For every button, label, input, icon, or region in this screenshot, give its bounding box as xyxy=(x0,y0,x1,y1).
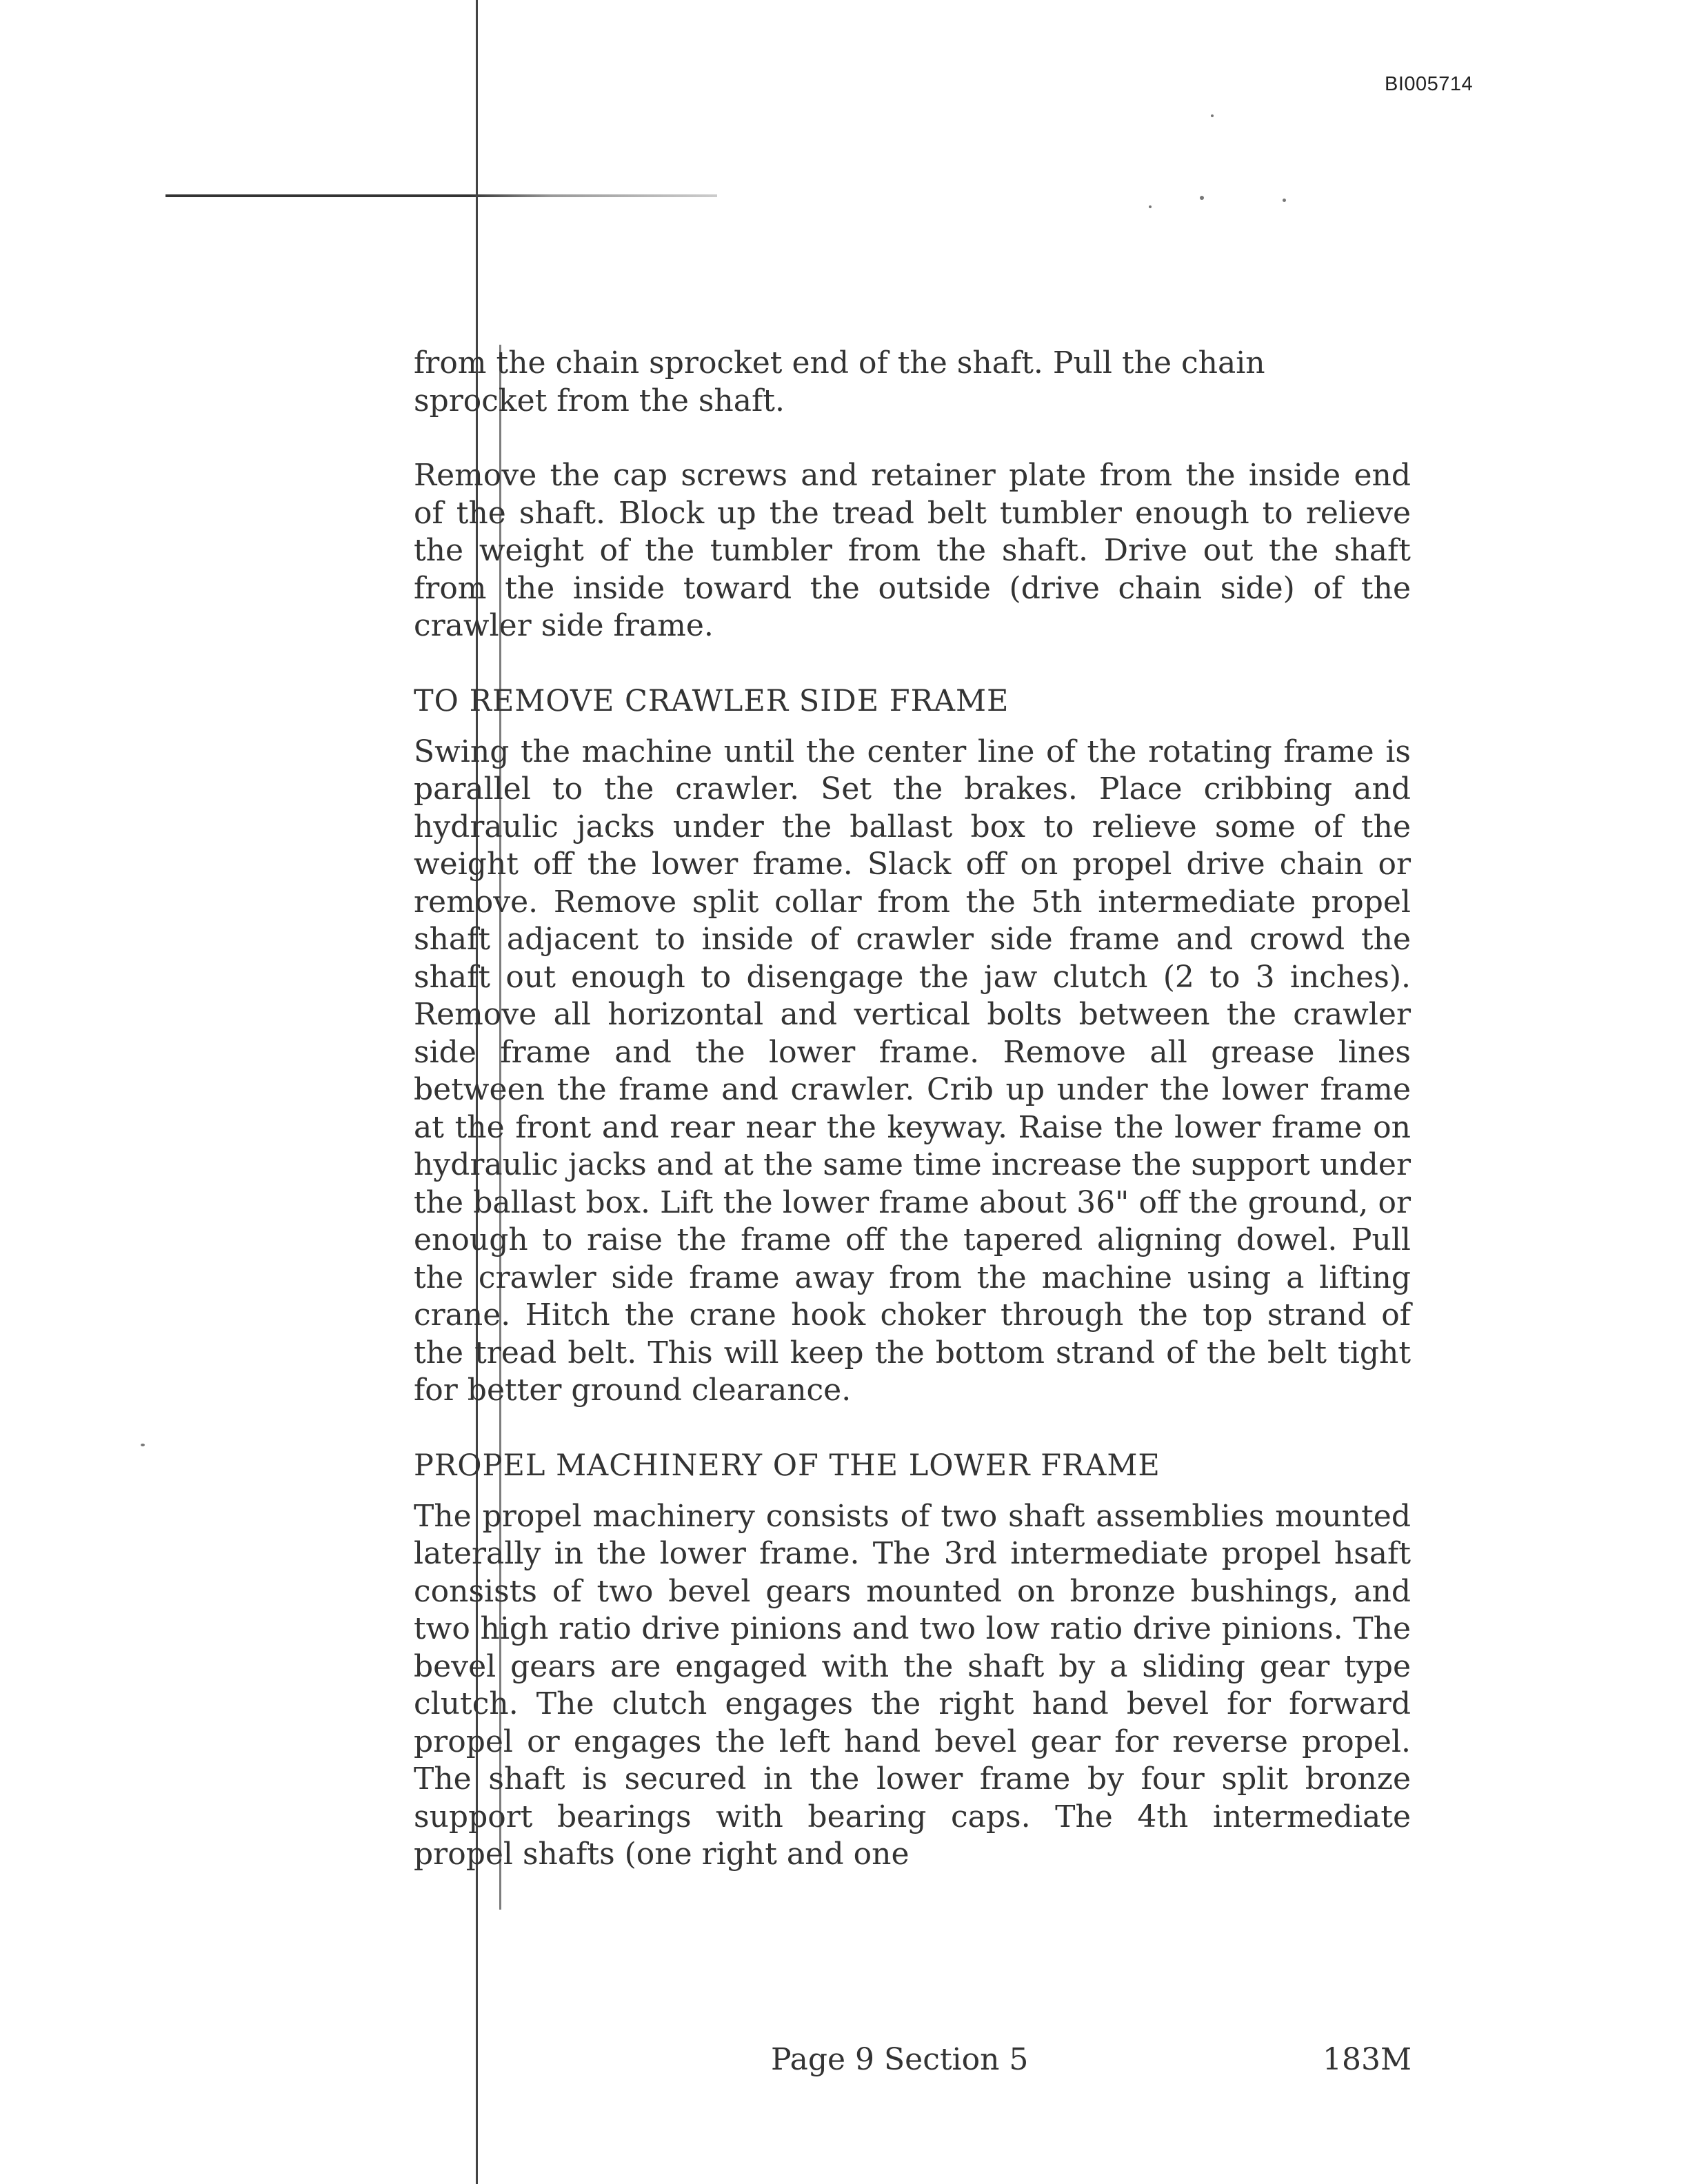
scan-speck xyxy=(1200,196,1204,200)
scan-speck xyxy=(141,1444,145,1446)
document-body xyxy=(414,345,1411,1911)
scan-speck xyxy=(1211,114,1214,117)
section-heading-remove-crawler-side-frame: TO REMOVE CRAWLER SIDE FRAME xyxy=(414,683,1009,718)
paragraph-remove-crawler-side-frame: Swing the machine until the center line of the rotating frame is parallel to the crawler. Set the brakes. Place cribbing and hydraulic jacks under the ballast box to relieve some of the weight off the lower frame. Slack off on propel drive chain or remove. Remove split collar from the 5th intermediate propel shaft adjacent to inside of crawler side frame and crowd the shaft out enough to disengage the jaw clutch (2 to 3 inches). Remove all horizontal and vertical bolts between the crawler side frame and the lower frame. Remove all grease lines between the frame and crawler. Crib up under the lower frame at the front and rear near the keyway. Raise the lower frame on hydraulic jacks and at the same time increase the support under the ballast box. Lift the lower frame about 36" off the ground, or enough to raise the frame off the tapered aligning dowel. Pull the crawler side frame away from the machine using a lifting crane. Hitch the crane hook choker through the top strand of the tread belt. This will keep the bottom strand of the belt tight for better ground clearance. xyxy=(414,734,1411,1408)
paragraph-propel-machinery: The propel machinery consists of two shaft assemblies mounted laterally in the lower frame. The 3rd intermediate propel hsaft consists of two bevel gears mounted on bronze bushings, and two high ratio drive pinions and two low ratio drive pinions. The bevel gears are engaged with the shaft by a sliding gear type clutch. The clutch engages the right hand bevel for forward propel or engages the left hand bevel gear for reverse propel. The shaft is secured in the lower frame by four split bronze support bearings with bearing caps. The 4th intermediate propel shafts (one right and one xyxy=(414,1498,1411,1872)
footer-page-number: Page 9 Section 5 xyxy=(771,2042,1029,2077)
paragraph-sprocket-removal: from the chain sprocket end of the shaft. Pull the chain sprocket from the shaft. xyxy=(414,345,1265,418)
section-heading-propel-machinery: PROPEL MACHINERY OF THE LOWER FRAME xyxy=(414,1448,1160,1483)
scan-artifact-horizontal-line xyxy=(165,194,717,197)
document-id: BI005714 xyxy=(1385,73,1474,95)
paragraph-shaft-removal: Remove the cap screws and retainer plate from the inside end of the shaft. Block up the tread belt tumbler enough to relieve the weight of the tumbler from the shaft. Drive out the shaft from the inside toward the outside (drive chain side) of the crawler side frame. xyxy=(414,458,1411,643)
footer-model-number: 183M xyxy=(1323,2042,1412,2077)
scan-speck xyxy=(1283,199,1286,202)
scan-speck xyxy=(1149,205,1152,208)
